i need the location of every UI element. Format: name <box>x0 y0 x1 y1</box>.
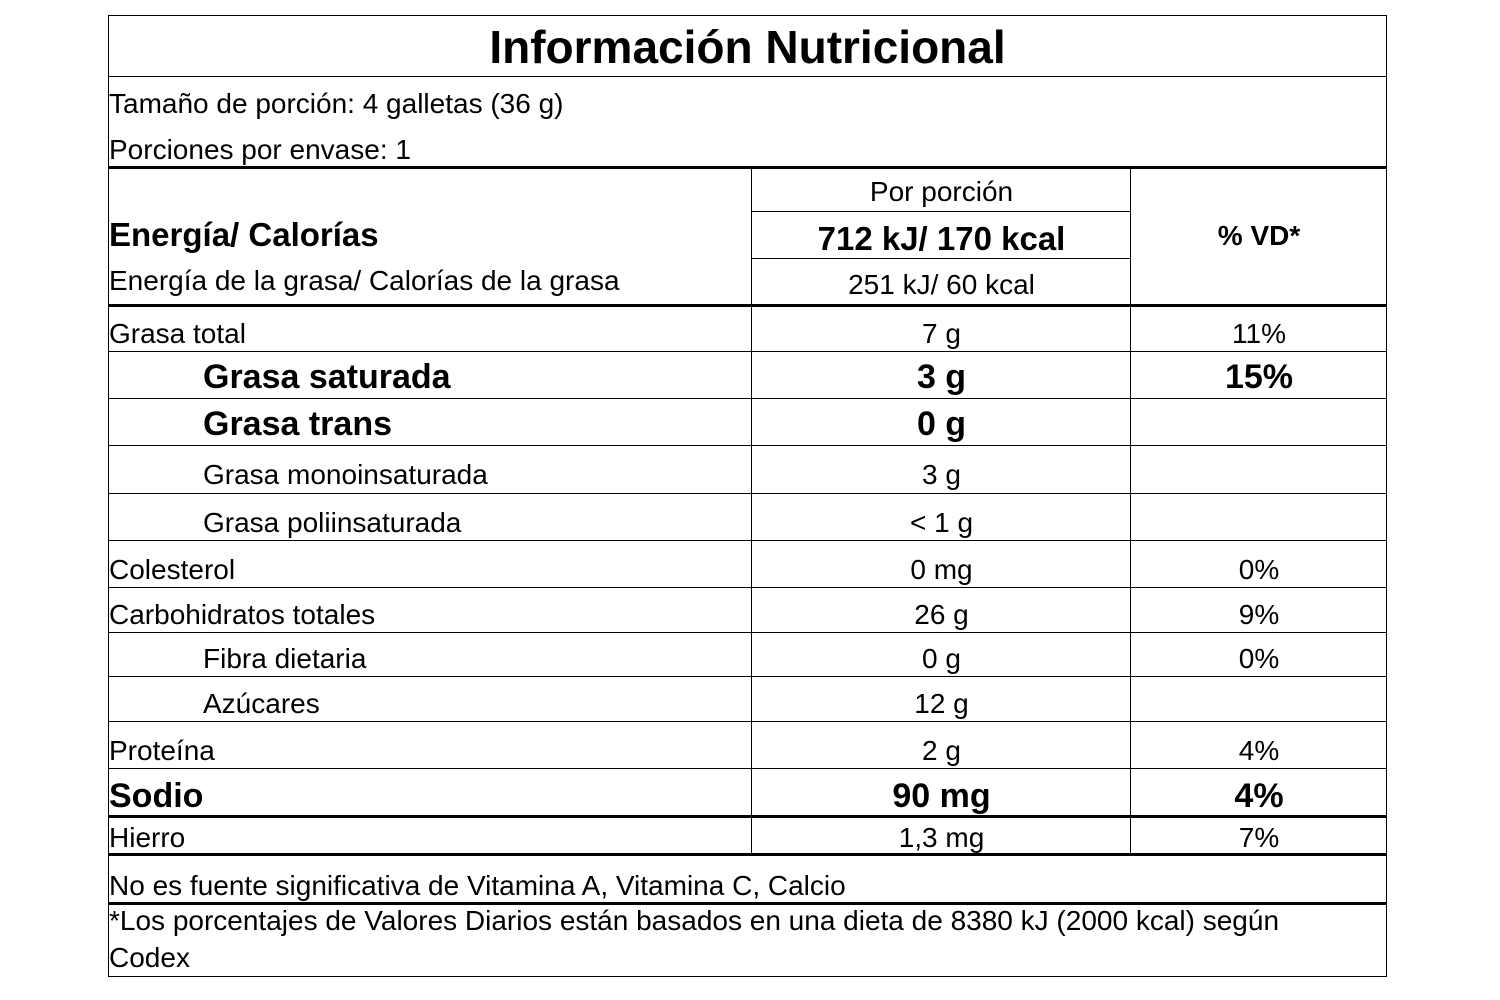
nutrient-amount: 0 mg <box>910 554 973 585</box>
nutrient-name: Grasa monoinsaturada <box>203 459 488 490</box>
nutrient-daily-value: 0% <box>1238 554 1280 585</box>
nutrient-daily-value: 7% <box>1238 822 1280 853</box>
divider <box>109 166 1386 169</box>
row-divider <box>109 398 1386 399</box>
nutrient-amount: 90 mg <box>892 777 991 815</box>
divider <box>752 211 1131 212</box>
divider <box>109 853 1386 856</box>
nutrient-name: Proteína <box>109 735 215 766</box>
divider <box>752 258 1131 259</box>
nutrient-name: Hierro <box>109 822 186 853</box>
nutrient-daily-value: 11% <box>1232 318 1286 349</box>
nutrient-amount: 1,3 mg <box>898 822 985 853</box>
row-divider <box>109 493 1386 494</box>
row-divider <box>109 721 1386 722</box>
row-divider <box>109 587 1386 588</box>
nutrient-amount: < 1 g <box>909 507 974 538</box>
nutrient-amount: 0 g <box>916 405 967 443</box>
nutrient-name: Carbohidratos totales <box>109 599 376 630</box>
serving-size: Tamaño de porción: 4 galletas (36 g) <box>109 88 564 119</box>
divider <box>109 304 1386 307</box>
fat-calories-label: Energía de la grasa/ Calorías de la grasa <box>109 265 620 296</box>
daily-values-footnote: *Los porcentajes de Valores Diarios están basados en una dieta de 8380 kJ (2000 kcal) según <box>109 905 1280 936</box>
table-title: Información Nutricional <box>489 21 1006 73</box>
nutrient-amount: 3 g <box>922 459 961 490</box>
nutrient-daily-value: 0% <box>1238 643 1280 674</box>
nutrient-name: Grasa trans <box>203 405 392 443</box>
nutrient-amount: 3 g <box>916 358 967 396</box>
daily-value-header: % VD* <box>1217 220 1301 251</box>
row-divider <box>109 632 1386 633</box>
nutrient-daily-value: 4% <box>1238 735 1280 766</box>
row-divider <box>109 351 1386 352</box>
nutrient-amount: 26 g <box>914 599 969 630</box>
calories-value: 712 kJ/ 170 kcal <box>817 220 1066 257</box>
row-divider <box>109 815 1386 818</box>
nutrient-name: Sodio <box>109 777 204 815</box>
row-divider <box>109 768 1386 769</box>
nutrient-amount: 2 g <box>922 735 961 766</box>
nutrient-name: Grasa poliinsaturada <box>203 507 462 538</box>
per-serving-header: Por porción <box>869 176 1014 207</box>
nutrient-name: Grasa total <box>109 318 246 349</box>
nutrient-daily-value: 4% <box>1234 777 1284 815</box>
nutrient-amount: 0 g <box>922 643 961 674</box>
nutrition-facts-table <box>108 15 1387 977</box>
nutrient-amount: 12 g <box>914 688 969 719</box>
nutrient-daily-value: 15% <box>1224 358 1294 396</box>
nutrient-name: Grasa saturada <box>203 358 451 396</box>
nutrient-name: Colesterol <box>109 554 236 585</box>
row-divider <box>109 540 1386 541</box>
divider <box>109 76 1386 77</box>
daily-values-footnote-continued: Codex <box>109 942 190 973</box>
nutrient-amount: 7 g <box>922 318 961 349</box>
nutrient-daily-value: 9% <box>1238 599 1280 630</box>
servings-per-package: Porciones por envase: 1 <box>109 134 411 165</box>
row-divider <box>109 445 1386 446</box>
fat-calories-value: 251 kJ/ 60 kcal <box>848 269 1035 300</box>
nutrient-name: Azúcares <box>203 688 320 719</box>
not-significant-note: No es fuente significativa de Vitamina A, Vitamina C, Calcio <box>109 870 846 901</box>
row-divider <box>109 676 1386 677</box>
calories-label: Energía/ Calorías <box>109 216 379 253</box>
nutrient-name: Fibra dietaria <box>203 643 367 674</box>
